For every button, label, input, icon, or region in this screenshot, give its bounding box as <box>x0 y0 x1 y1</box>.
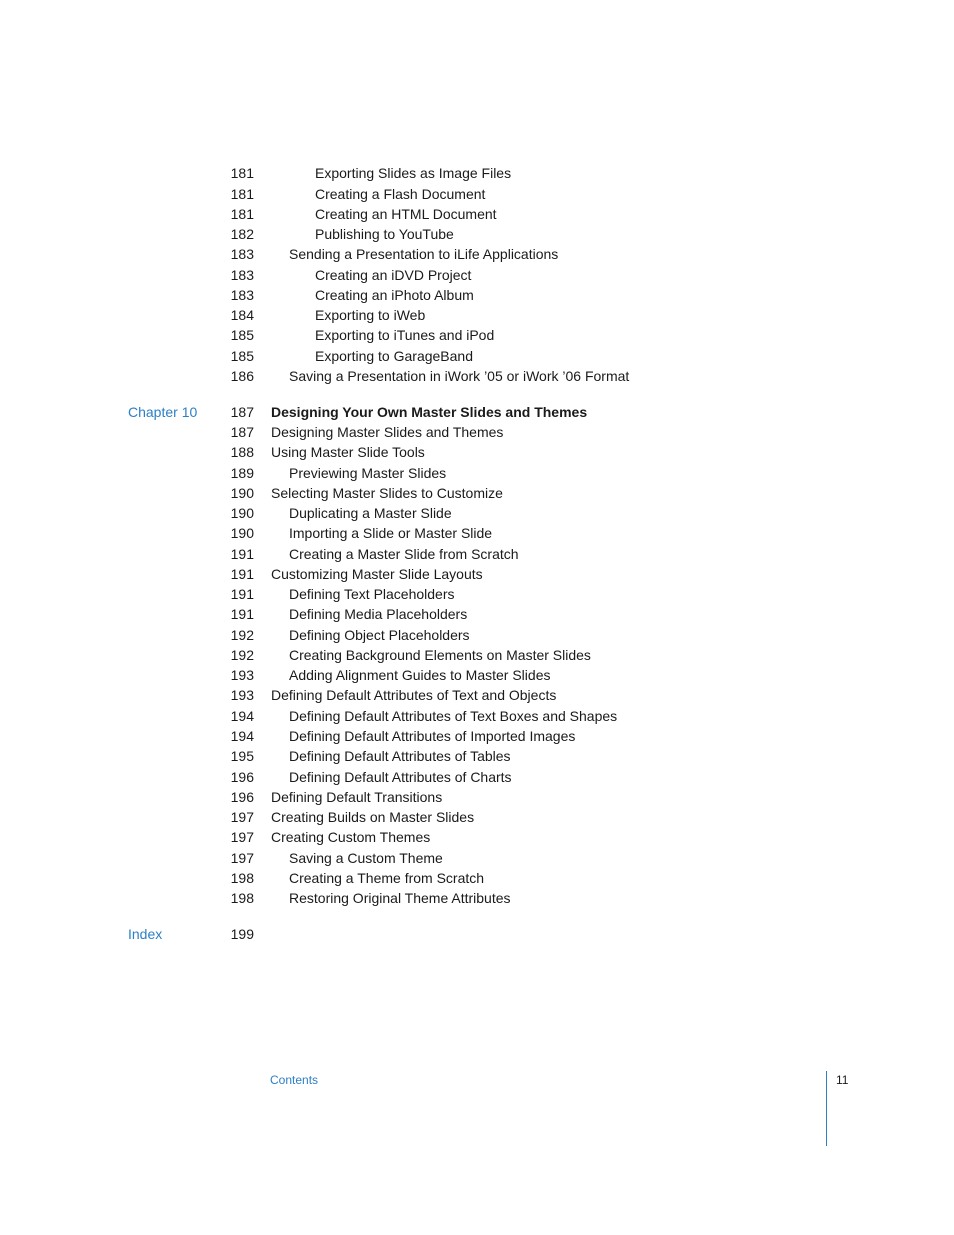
toc-page-number: 192 <box>230 627 254 643</box>
toc-entry-title: Creating an HTML Document <box>315 206 497 222</box>
toc-entry-title: Duplicating a Master Slide <box>289 505 452 521</box>
toc-entry-title: Defining Default Attributes of Charts <box>289 769 512 785</box>
toc-page-number: 185 <box>230 348 254 364</box>
toc-entry[interactable] <box>0 604 954 624</box>
toc-entry[interactable] <box>0 163 954 183</box>
toc-page-number: 197 <box>230 809 254 825</box>
toc-entry-title: Selecting Master Slides to Customize <box>271 485 503 501</box>
toc-entry-title: Exporting Slides as Image Files <box>315 165 512 181</box>
toc-entry[interactable] <box>0 625 954 645</box>
toc-entry[interactable] <box>0 848 954 868</box>
toc-page-number: 183 <box>230 287 254 303</box>
toc-page-number: 191 <box>230 586 254 602</box>
toc-page-number: 189 <box>230 465 254 481</box>
toc-entry-title: Customizing Master Slide Layouts <box>271 566 483 582</box>
footer-section-label[interactable]: Contents <box>270 1073 319 1087</box>
toc-entry-title: Previewing Master Slides <box>289 465 447 481</box>
toc-entry[interactable] <box>0 503 954 523</box>
toc-entry-title: Publishing to YouTube <box>315 226 454 242</box>
toc-page-number: 196 <box>230 789 254 805</box>
toc-page-number: 187 <box>230 404 254 420</box>
toc-entry-title: Saving a Custom Theme <box>289 850 443 866</box>
toc-entry-title: Defining Media Placeholders <box>289 606 468 622</box>
toc-entry[interactable] <box>0 706 954 726</box>
toc-entry[interactable] <box>0 726 954 746</box>
toc-entry[interactable] <box>0 645 954 665</box>
toc-entry[interactable] <box>0 442 954 462</box>
toc-entry[interactable] <box>0 346 954 366</box>
toc-entry-title: Defining Object Placeholders <box>289 627 470 643</box>
toc-entry[interactable] <box>0 244 954 264</box>
toc-page-number: 194 <box>230 728 254 744</box>
toc-page-number: 193 <box>230 667 254 683</box>
toc-entry-title: Restoring Original Theme Attributes <box>289 890 511 906</box>
toc-page-number: 194 <box>230 708 254 724</box>
toc-entry-title: Creating a Master Slide from Scratch <box>289 546 519 562</box>
toc-entry-title: Exporting to iWeb <box>315 307 426 323</box>
toc-entry-title: Exporting to GarageBand <box>315 348 473 364</box>
toc-entry-title: Using Master Slide Tools <box>271 444 425 460</box>
toc-page-number: 186 <box>230 368 254 384</box>
toc-page-number: 181 <box>230 186 254 202</box>
toc-entry-title: Creating Custom Themes <box>271 829 431 845</box>
chapter-label[interactable]: Chapter 10 <box>128 404 198 420</box>
toc-entry[interactable] <box>0 184 954 204</box>
toc-page-number: 193 <box>230 687 254 703</box>
toc-entry-title: Creating Background Elements on Master Slides <box>289 647 591 663</box>
toc-entry[interactable] <box>0 204 954 224</box>
toc-entry-title: Importing a Slide or Master Slide <box>289 525 493 541</box>
toc-entry[interactable] <box>0 285 954 305</box>
chapter-title: Designing Your Own Master Slides and Themes <box>271 404 588 420</box>
toc-entry-title: Creating Builds on Master Slides <box>271 809 475 825</box>
toc-page-number: 191 <box>230 606 254 622</box>
toc-page-number: 183 <box>230 267 254 283</box>
toc-entry[interactable] <box>0 564 954 584</box>
toc-entry-title: Creating a Flash Document <box>315 186 486 202</box>
toc-page-number: 188 <box>230 444 254 460</box>
toc-page-number: 199 <box>230 926 254 942</box>
toc-entry-title: Saving a Presentation in iWork ’05 or iWork ’06 Format <box>289 368 630 384</box>
toc-entry[interactable] <box>0 888 954 908</box>
toc-page-number: 182 <box>230 226 254 242</box>
toc-page-number: 185 <box>230 327 254 343</box>
toc-entry-title: Defining Text Placeholders <box>289 586 455 602</box>
toc-entry-title: Defining Default Attributes of Imported Images <box>289 728 576 744</box>
toc-entry[interactable] <box>0 305 954 325</box>
toc-page-number: 198 <box>230 890 254 906</box>
toc-entry[interactable] <box>0 787 954 807</box>
toc-page-number: 190 <box>230 525 254 541</box>
toc-entry[interactable] <box>0 224 954 244</box>
toc-entry-title: Defining Default Attributes of Text and Objects <box>271 687 557 703</box>
toc-page-number: 196 <box>230 769 254 785</box>
toc-entry-title: Creating an iPhoto Album <box>315 287 474 303</box>
toc-entry-title: Exporting to iTunes and iPod <box>315 327 495 343</box>
toc-entry-title: Defining Default Transitions <box>271 789 443 805</box>
toc-page-number: 191 <box>230 546 254 562</box>
toc-entry[interactable] <box>0 265 954 285</box>
toc-page-number: 197 <box>230 850 254 866</box>
toc-page-number: 195 <box>230 748 254 764</box>
toc-entry[interactable] <box>0 868 954 888</box>
footer-divider <box>826 1071 827 1146</box>
toc-page-number: 184 <box>230 307 254 323</box>
toc-entry[interactable] <box>0 366 954 386</box>
toc-entry[interactable] <box>0 685 954 705</box>
toc-entry[interactable] <box>0 422 954 442</box>
toc-entry-title: Defining Default Attributes of Text Boxes and Shapes <box>289 708 618 724</box>
toc-entry-title: Sending a Presentation to iLife Applications <box>289 246 559 262</box>
toc-page-number: 181 <box>230 165 254 181</box>
index-label[interactable]: Index <box>128 926 163 942</box>
toc-page-number: 192 <box>230 647 254 663</box>
toc-entry[interactable] <box>0 665 954 685</box>
toc-entry[interactable] <box>0 544 954 564</box>
toc-entry[interactable] <box>0 827 954 847</box>
index-heading[interactable] <box>0 924 954 944</box>
chapter-heading[interactable] <box>0 402 954 422</box>
toc-entry-title: Designing Master Slides and Themes <box>271 424 504 440</box>
toc-page-number: 198 <box>230 870 254 886</box>
footer-page-number: 11 <box>836 1073 849 1087</box>
toc-entry-title: Creating an iDVD Project <box>315 267 472 283</box>
toc-entry-title: Adding Alignment Guides to Master Slides <box>289 667 551 683</box>
toc-page-number: 187 <box>230 424 254 440</box>
toc-entry-title: Defining Default Attributes of Tables <box>289 748 511 764</box>
toc-entry[interactable] <box>0 325 954 345</box>
toc-page-number: 197 <box>230 829 254 845</box>
toc-page-number: 190 <box>230 505 254 521</box>
toc-entry[interactable] <box>0 523 954 543</box>
toc-page-number: 181 <box>230 206 254 222</box>
toc-entry-title: Creating a Theme from Scratch <box>289 870 485 886</box>
toc-entry[interactable] <box>0 463 954 483</box>
toc-entry[interactable] <box>0 483 954 503</box>
toc-page-number: 191 <box>230 566 254 582</box>
toc-page-number: 190 <box>230 485 254 501</box>
toc-entry[interactable] <box>0 746 954 766</box>
toc-entry[interactable] <box>0 767 954 787</box>
toc-page-number: 183 <box>230 246 254 262</box>
toc-entry[interactable] <box>0 584 954 604</box>
toc-entry[interactable] <box>0 807 954 827</box>
